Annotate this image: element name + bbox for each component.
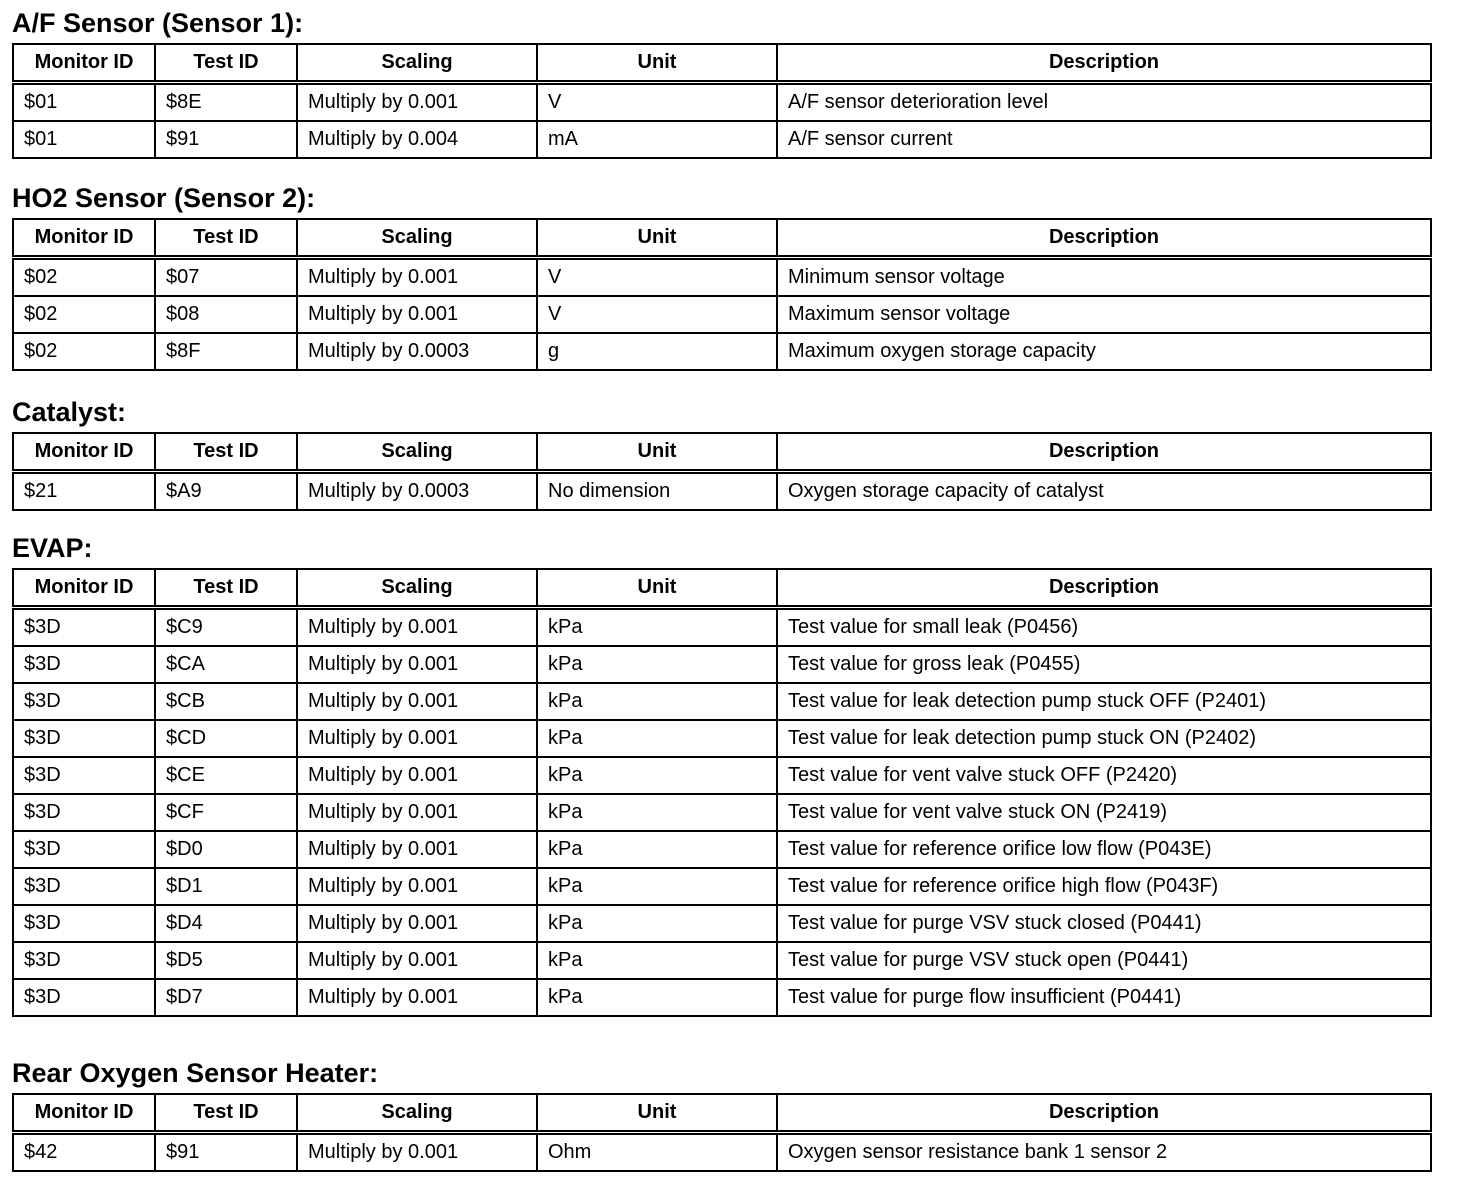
table-row <box>13 296 1431 333</box>
cell-monitor-id: $3D <box>13 608 155 647</box>
header-description: Description <box>777 433 1431 472</box>
table-rear-oxygen-sensor-heater <box>12 1093 1432 1172</box>
cell-description: Test value for purge VSV stuck open (P0441) <box>777 942 1431 979</box>
cell-unit: g <box>537 333 777 370</box>
cell-test-id: $C9 <box>155 608 297 647</box>
cell-monitor-id: $3D <box>13 683 155 720</box>
table-row <box>13 979 1431 1016</box>
cell-unit: kPa <box>537 868 777 905</box>
header-description: Description <box>777 569 1431 608</box>
cell-scaling: Multiply by 0.001 <box>297 83 537 122</box>
cell-test-id: $D0 <box>155 831 297 868</box>
section-title-evap: EVAP: <box>12 533 93 563</box>
cell-scaling: Multiply by 0.001 <box>297 905 537 942</box>
table-ho2-sensor <box>12 218 1432 371</box>
cell-scaling: Multiply by 0.001 <box>297 720 537 757</box>
cell-description: Test value for leak detection pump stuck OFF (P2401) <box>777 683 1431 720</box>
table-row <box>13 720 1431 757</box>
header-scaling: Scaling <box>297 219 537 258</box>
cell-unit: Ohm <box>537 1133 777 1172</box>
cell-scaling: Multiply by 0.001 <box>297 296 537 333</box>
cell-scaling: Multiply by 0.001 <box>297 646 537 683</box>
cell-unit: kPa <box>537 794 777 831</box>
table-row <box>13 83 1431 122</box>
cell-description: Test value for gross leak (P0455) <box>777 646 1431 683</box>
table-row <box>13 472 1431 511</box>
cell-scaling: Multiply by 0.001 <box>297 258 537 297</box>
cell-unit: kPa <box>537 720 777 757</box>
header-test-id: Test ID <box>155 1094 297 1133</box>
header-test-id: Test ID <box>155 219 297 258</box>
table-row <box>13 258 1431 297</box>
cell-test-id: $D5 <box>155 942 297 979</box>
header-monitor-id: Monitor ID <box>13 44 155 83</box>
cell-test-id: $CF <box>155 794 297 831</box>
cell-scaling: Multiply by 0.0003 <box>297 333 537 370</box>
table-row <box>13 608 1431 647</box>
table-header-row <box>13 219 1431 258</box>
cell-unit: kPa <box>537 757 777 794</box>
cell-test-id: $D7 <box>155 979 297 1016</box>
cell-scaling: Multiply by 0.001 <box>297 757 537 794</box>
table-header-row <box>13 433 1431 472</box>
cell-monitor-id: $01 <box>13 121 155 158</box>
cell-unit: kPa <box>537 608 777 647</box>
cell-scaling: Multiply by 0.0003 <box>297 472 537 511</box>
cell-test-id: $CA <box>155 646 297 683</box>
cell-test-id: $D4 <box>155 905 297 942</box>
cell-unit: kPa <box>537 979 777 1016</box>
cell-test-id: $07 <box>155 258 297 297</box>
header-monitor-id: Monitor ID <box>13 569 155 608</box>
cell-monitor-id: $02 <box>13 258 155 297</box>
table-catalyst <box>12 432 1432 511</box>
cell-monitor-id: $42 <box>13 1133 155 1172</box>
cell-monitor-id: $3D <box>13 831 155 868</box>
header-test-id: Test ID <box>155 433 297 472</box>
cell-monitor-id: $3D <box>13 646 155 683</box>
header-scaling: Scaling <box>297 1094 537 1133</box>
cell-unit: mA <box>537 121 777 158</box>
cell-monitor-id: $21 <box>13 472 155 511</box>
section-title-catalyst: Catalyst: <box>12 397 127 427</box>
cell-description: Test value for purge flow insufficient (P0441) <box>777 979 1431 1016</box>
cell-description: Test value for purge VSV stuck closed (P0441) <box>777 905 1431 942</box>
section-title-af-sensor: A/F Sensor (Sensor 1): <box>12 8 304 38</box>
cell-description: Test value for vent valve stuck OFF (P2420) <box>777 757 1431 794</box>
cell-description: Test value for reference orifice low flow (P043E) <box>777 831 1431 868</box>
cell-description: Maximum oxygen storage capacity <box>777 333 1431 370</box>
section-title-ho2-sensor: HO2 Sensor (Sensor 2): <box>12 183 316 213</box>
cell-test-id: $A9 <box>155 472 297 511</box>
header-scaling: Scaling <box>297 44 537 83</box>
table-row <box>13 868 1431 905</box>
header-description: Description <box>777 44 1431 83</box>
header-unit: Unit <box>537 219 777 258</box>
header-description: Description <box>777 219 1431 258</box>
cell-description: Test value for reference orifice high flow (P043F) <box>777 868 1431 905</box>
table-row <box>13 333 1431 370</box>
cell-test-id: $CB <box>155 683 297 720</box>
cell-description: Oxygen storage capacity of catalyst <box>777 472 1431 511</box>
cell-scaling: Multiply by 0.001 <box>297 942 537 979</box>
cell-monitor-id: $01 <box>13 83 155 122</box>
cell-monitor-id: $02 <box>13 333 155 370</box>
table-header-row <box>13 569 1431 608</box>
cell-monitor-id: $3D <box>13 868 155 905</box>
cell-description: A/F sensor deterioration level <box>777 83 1431 122</box>
cell-test-id: $91 <box>155 121 297 158</box>
header-unit: Unit <box>537 433 777 472</box>
cell-test-id: $CE <box>155 757 297 794</box>
table-row <box>13 646 1431 683</box>
table-row <box>13 794 1431 831</box>
cell-scaling: Multiply by 0.001 <box>297 683 537 720</box>
cell-description: Oxygen sensor resistance bank 1 sensor 2 <box>777 1133 1431 1172</box>
cell-scaling: Multiply by 0.004 <box>297 121 537 158</box>
cell-monitor-id: $3D <box>13 942 155 979</box>
cell-monitor-id: $3D <box>13 720 155 757</box>
cell-unit: No dimension <box>537 472 777 511</box>
cell-scaling: Multiply by 0.001 <box>297 794 537 831</box>
cell-test-id: $CD <box>155 720 297 757</box>
cell-monitor-id: $3D <box>13 757 155 794</box>
header-monitor-id: Monitor ID <box>13 433 155 472</box>
cell-unit: V <box>537 258 777 297</box>
cell-monitor-id: $02 <box>13 296 155 333</box>
cell-description: Test value for leak detection pump stuck ON (P2402) <box>777 720 1431 757</box>
header-test-id: Test ID <box>155 44 297 83</box>
cell-test-id: $8E <box>155 83 297 122</box>
cell-unit: V <box>537 296 777 333</box>
header-unit: Unit <box>537 1094 777 1133</box>
header-unit: Unit <box>537 44 777 83</box>
cell-monitor-id: $3D <box>13 905 155 942</box>
header-monitor-id: Monitor ID <box>13 219 155 258</box>
table-row <box>13 905 1431 942</box>
header-monitor-id: Monitor ID <box>13 1094 155 1133</box>
cell-description: Test value for small leak (P0456) <box>777 608 1431 647</box>
table-row <box>13 1133 1431 1172</box>
cell-test-id: $8F <box>155 333 297 370</box>
table-row <box>13 121 1431 158</box>
cell-test-id: $91 <box>155 1133 297 1172</box>
cell-test-id: $08 <box>155 296 297 333</box>
section-title-rear-oxygen-sensor-heater: Rear Oxygen Sensor Heater: <box>12 1058 379 1088</box>
cell-unit: kPa <box>537 683 777 720</box>
table-header-row <box>13 1094 1431 1133</box>
cell-scaling: Multiply by 0.001 <box>297 831 537 868</box>
cell-unit: kPa <box>537 831 777 868</box>
cell-unit: kPa <box>537 905 777 942</box>
cell-description: Maximum sensor voltage <box>777 296 1431 333</box>
header-unit: Unit <box>537 569 777 608</box>
table-af-sensor <box>12 43 1432 159</box>
cell-unit: V <box>537 83 777 122</box>
table-row <box>13 683 1431 720</box>
cell-scaling: Multiply by 0.001 <box>297 979 537 1016</box>
cell-unit: kPa <box>537 942 777 979</box>
cell-test-id: $D1 <box>155 868 297 905</box>
cell-monitor-id: $3D <box>13 794 155 831</box>
header-test-id: Test ID <box>155 569 297 608</box>
cell-description: A/F sensor current <box>777 121 1431 158</box>
table-row <box>13 757 1431 794</box>
cell-scaling: Multiply by 0.001 <box>297 868 537 905</box>
cell-description: Test value for vent valve stuck ON (P2419) <box>777 794 1431 831</box>
table-row <box>13 831 1431 868</box>
cell-scaling: Multiply by 0.001 <box>297 1133 537 1172</box>
cell-scaling: Multiply by 0.001 <box>297 608 537 647</box>
table-header-row <box>13 44 1431 83</box>
header-description: Description <box>777 1094 1431 1133</box>
cell-description: Minimum sensor voltage <box>777 258 1431 297</box>
cell-monitor-id: $3D <box>13 979 155 1016</box>
cell-unit: kPa <box>537 646 777 683</box>
header-scaling: Scaling <box>297 569 537 608</box>
table-evap <box>12 568 1432 1017</box>
header-scaling: Scaling <box>297 433 537 472</box>
table-row <box>13 942 1431 979</box>
